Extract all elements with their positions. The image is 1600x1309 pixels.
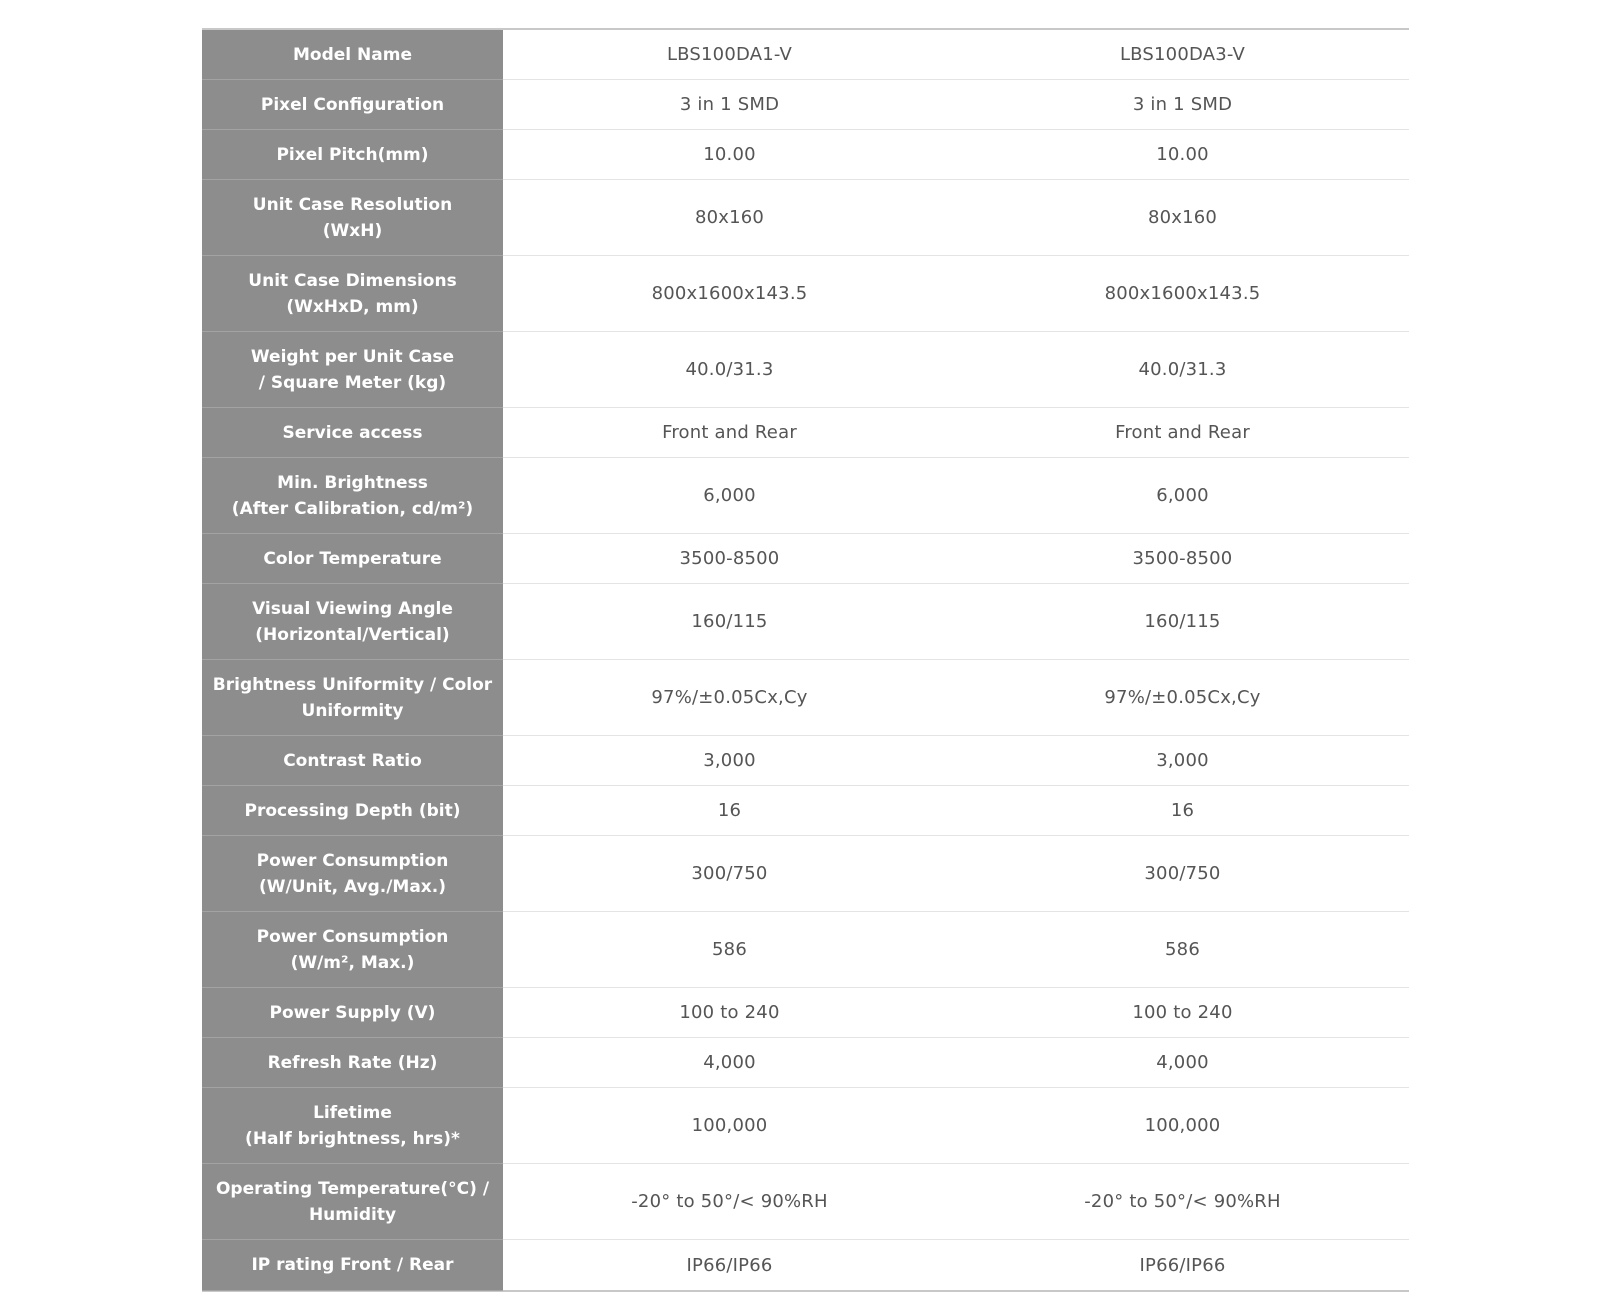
spec-value-model-2: 800x1600x143.5 xyxy=(1104,283,1261,304)
spec-value-model-1: -20° to 50°/< 90%RH xyxy=(631,1191,828,1212)
spec-label: Visual Viewing Angle (Horizontal/Vertical) xyxy=(202,584,503,660)
spec-value-model-2: -20° to 50°/< 90%RH xyxy=(1084,1191,1281,1212)
spec-value-model-2: 160/115 xyxy=(1144,611,1221,632)
spec-value-model-1: 80x160 xyxy=(694,207,765,228)
spec-value-model-1: LBS100DA1-V xyxy=(666,44,793,65)
spec-value-model-1: 300/750 xyxy=(691,863,768,884)
spec-row xyxy=(202,736,1409,786)
spec-row xyxy=(202,1240,1409,1290)
spec-label: Processing Depth (bit) xyxy=(202,786,503,836)
spec-row xyxy=(202,180,1409,256)
spec-value-model-2: LBS100DA3-V xyxy=(1119,44,1246,65)
spec-label: Contrast Ratio xyxy=(202,736,503,786)
spec-row xyxy=(202,1164,1409,1240)
spec-row xyxy=(202,660,1409,736)
spec-label: Min. Brightness (After Calibration, cd/m²) xyxy=(202,458,503,534)
spec-value-model-2: 97%/±0.05Cx,Cy xyxy=(1104,687,1261,708)
spec-row xyxy=(202,332,1409,408)
spec-table xyxy=(202,28,1409,1292)
spec-label: Weight per Unit Case / Square Meter (kg) xyxy=(202,332,503,408)
spec-label: Brightness Uniformity / Color Uniformity xyxy=(202,660,503,736)
spec-value-model-2: 3,000 xyxy=(1156,750,1209,771)
spec-value-model-1: 97%/±0.05Cx,Cy xyxy=(651,687,808,708)
spec-value-model-2: IP66/IP66 xyxy=(1139,1254,1226,1276)
spec-value-model-1: Front and Rear xyxy=(662,422,797,443)
spec-value-model-1: 586 xyxy=(712,939,747,960)
spec-value-model-2: 6,000 xyxy=(1156,485,1209,506)
spec-row xyxy=(202,458,1409,534)
spec-label: Power Consumption (W/Unit, Avg./Max.) xyxy=(202,836,503,912)
spec-value-model-2: 100,000 xyxy=(1144,1115,1221,1136)
spec-row xyxy=(202,130,1409,180)
spec-row xyxy=(202,584,1409,660)
spec-row xyxy=(202,408,1409,458)
spec-value-model-1: 3 in 1 SMD xyxy=(679,94,780,115)
spec-row xyxy=(202,836,1409,912)
spec-label: Unit Case Dimensions (WxHxD, mm) xyxy=(202,256,503,332)
spec-label: Power Supply (V) xyxy=(202,988,503,1038)
spec-value-model-1: 3500-8500 xyxy=(679,548,780,569)
spec-value-model-2: Front and Rear xyxy=(1115,422,1250,443)
spec-row xyxy=(202,988,1409,1038)
spec-label: Unit Case Resolution (WxH) xyxy=(202,180,503,256)
spec-label: Model Name xyxy=(202,30,503,80)
spec-value-model-2: 300/750 xyxy=(1144,863,1221,884)
spec-label: Operating Temperature(°C) / Humidity xyxy=(202,1164,503,1240)
spec-label: Refresh Rate (Hz) xyxy=(202,1038,503,1088)
spec-value-model-2: 586 xyxy=(1165,939,1200,960)
spec-label: IP rating Front / Rear xyxy=(202,1240,503,1291)
spec-value-model-2: 3 in 1 SMD xyxy=(1132,94,1233,115)
spec-value-model-2: 3500-8500 xyxy=(1132,548,1233,569)
spec-value-model-1: IP66/IP66 xyxy=(686,1254,773,1276)
spec-row xyxy=(202,534,1409,584)
spec-value-model-1: 160/115 xyxy=(691,611,768,632)
spec-label: Lifetime (Half brightness, hrs)* xyxy=(202,1088,503,1164)
spec-value-model-1: 4,000 xyxy=(703,1052,756,1073)
spec-label: Pixel Configuration xyxy=(202,80,503,130)
spec-value-model-2: 80x160 xyxy=(1147,207,1218,228)
spec-value-model-2: 100 to 240 xyxy=(1132,1002,1233,1023)
spec-label: Color Temperature xyxy=(202,534,503,584)
spec-value-model-1: 3,000 xyxy=(703,750,756,771)
spec-row xyxy=(202,1088,1409,1164)
spec-value-model-1: 6,000 xyxy=(703,485,756,506)
spec-value-model-1: 800x1600x143.5 xyxy=(651,283,808,304)
spec-value-model-1: 100 to 240 xyxy=(679,1002,780,1023)
spec-value-model-2: 16 xyxy=(1170,800,1195,821)
spec-value-model-2: 10.00 xyxy=(1156,144,1209,165)
spec-row xyxy=(202,1038,1409,1088)
spec-row xyxy=(202,912,1409,988)
spec-row xyxy=(202,30,1409,80)
spec-row xyxy=(202,256,1409,332)
spec-label: Power Consumption (W/m², Max.) xyxy=(202,912,503,988)
spec-value-model-1: 100,000 xyxy=(691,1115,768,1136)
spec-value-model-2: 4,000 xyxy=(1156,1052,1209,1073)
spec-value-model-1: 40.0/31.3 xyxy=(685,359,774,380)
spec-label: Pixel Pitch(mm) xyxy=(202,130,503,180)
spec-label: Service access xyxy=(202,408,503,458)
spec-row xyxy=(202,786,1409,836)
spec-value-model-1: 10.00 xyxy=(703,144,756,165)
spec-value-model-2: 40.0/31.3 xyxy=(1138,359,1227,380)
spec-row xyxy=(202,80,1409,130)
spec-value-model-1: 16 xyxy=(717,800,742,821)
